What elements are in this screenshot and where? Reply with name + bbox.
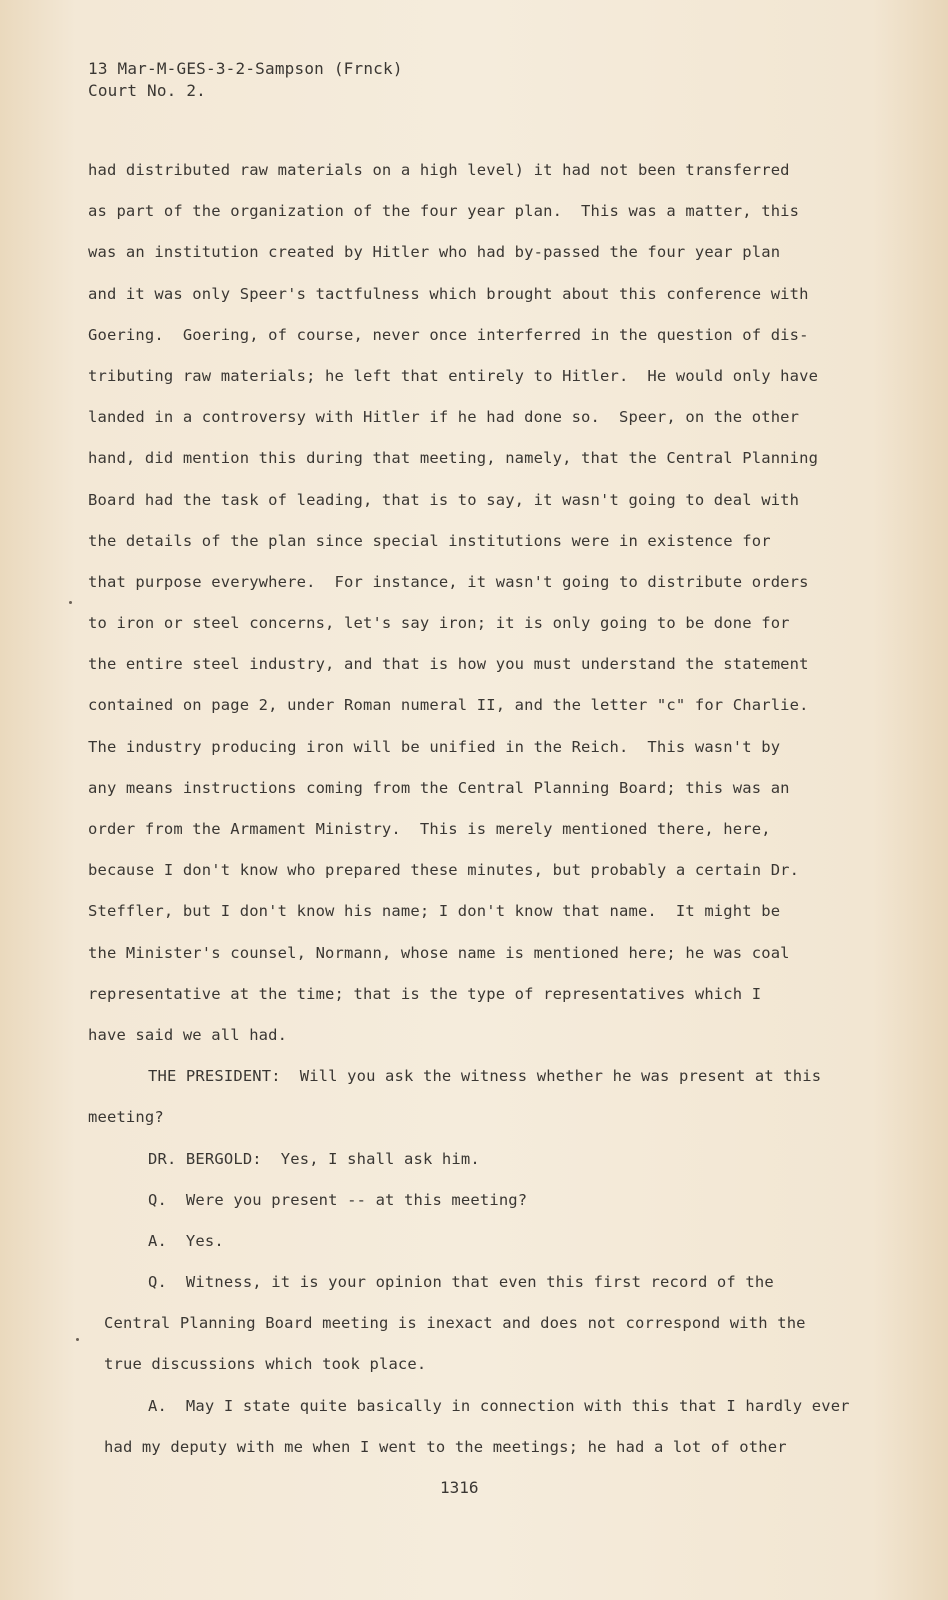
header-court-line: Court No. 2. <box>88 81 206 100</box>
transcript-line: the details of the plan since special institutions were in existence for <box>88 531 771 550</box>
paper-speck <box>76 1338 79 1341</box>
transcript-line: true discussions which took place. <box>104 1355 427 1374</box>
transcript-line: A. Yes. <box>148 1231 224 1250</box>
transcript-line: Goering. Goering, of course, never once interferred in the question of dis- <box>88 325 809 344</box>
transcript-line: had my deputy with me when I went to the meetings; he had a lot of other <box>104 1437 787 1456</box>
transcript-line: Central Planning Board meeting is inexact and does not correspond with the <box>104 1314 806 1333</box>
transcript-line: have said we all had. <box>88 1025 288 1044</box>
transcript-line: that purpose everywhere. For instance, it wasn't going to distribute orders <box>88 572 809 591</box>
header-session-line: 13 Mar-M-GES-3-2-Sampson (Frnck) <box>88 59 403 78</box>
transcript-line: and it was only Speer's tactfulness which brought about this conference with <box>88 284 809 303</box>
transcript-line: Steffler, but I don't know his name; I don't know that name. It might be <box>88 902 781 921</box>
transcript-line: representative at the time; that is the type of representatives which I <box>88 984 762 1003</box>
transcript-line: Q. Were you present -- at this meeting? <box>148 1190 528 1209</box>
paper-speck <box>69 601 72 604</box>
transcript-line: Board had the task of leading, that is to say, it wasn't going to deal with <box>88 490 800 509</box>
transcript-line: as part of the organization of the four year plan. This was a matter, this <box>88 202 800 221</box>
transcript-body <box>88 150 878 1468</box>
transcript-line: because I don't know who prepared these minutes, but probably a certain Dr. <box>88 861 800 880</box>
transcript-line: the Minister's counsel, Normann, whose name is mentioned here; he was coal <box>88 943 790 962</box>
transcript-line: to iron or steel concerns, let's say iron; it is only going to be done for <box>88 614 790 633</box>
transcript-line: hand, did mention this during that meeting, namely, that the Central Planning <box>88 449 819 468</box>
transcript-line: contained on page 2, under Roman numeral II, and the letter "c" for Charlie. <box>88 696 809 715</box>
transcript-line: THE PRESIDENT: Will you ask the witness whether he was present at this <box>148 1067 822 1086</box>
transcript-line: The industry producing iron will be unified in the Reich. This wasn't by <box>88 737 781 756</box>
document-header <box>88 58 403 102</box>
transcript-line: DR. BERGOLD: Yes, I shall ask him. <box>148 1149 480 1168</box>
transcript-line: landed in a controversy with Hitler if he had done so. Speer, on the other <box>88 408 800 427</box>
transcript-line: the entire steel industry, and that is how you must understand the statement <box>88 655 809 674</box>
transcript-line: A. May I state quite basically in connection with this that I hardly ever <box>148 1396 850 1415</box>
transcript-line: Q. Witness, it is your opinion that even this first record of the <box>148 1273 774 1292</box>
transcript-line: any means instructions coming from the Central Planning Board; this was an <box>88 778 790 797</box>
transcript-line: meeting? <box>88 1108 164 1127</box>
transcript-line: order from the Armament Ministry. This is merely mentioned there, here, <box>88 820 771 838</box>
transcript-line: was an institution created by Hitler who had by-passed the four year plan <box>88 243 781 262</box>
transcript-line: tributing raw materials; he left that entirely to Hitler. He would only have <box>88 366 819 385</box>
transcript-line: had distributed raw materials on a high level) it had not been transferred <box>88 161 790 179</box>
page-number: 1316 <box>440 1478 479 1497</box>
